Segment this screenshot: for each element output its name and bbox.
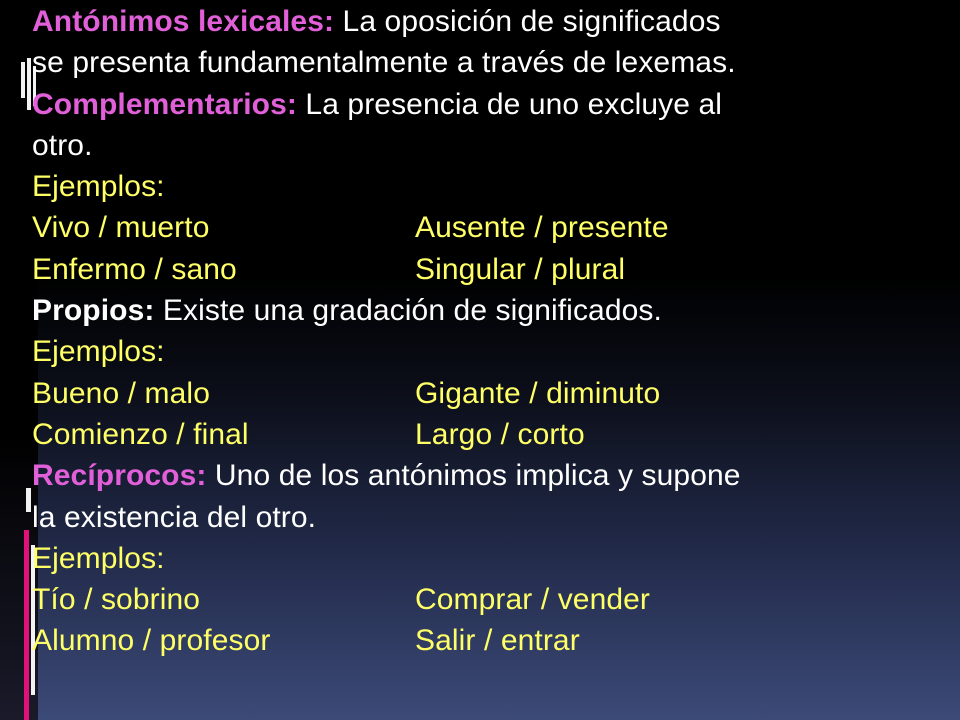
- example-right: Largo / corto: [415, 417, 585, 451]
- example-left: Tío / sobrino: [32, 583, 201, 617]
- example-row: [32, 207, 932, 248]
- example-right: Singular / plural: [415, 252, 626, 286]
- complementary-definition: La presencia de uno excluye al: [296, 87, 723, 121]
- complementary-line-2: [32, 125, 932, 166]
- reciprocal-definition-cont: la existencia del otro.: [32, 500, 317, 534]
- example-row: [32, 373, 932, 414]
- example-right: Gigante / diminuto: [415, 376, 661, 410]
- complementary-examples-label: Ejemplos:: [32, 170, 165, 204]
- reciprocal-examples-label: Ejemplos:: [32, 541, 165, 575]
- term-proper: Propios:: [32, 294, 155, 328]
- lexical-line-1: [32, 1, 932, 42]
- lexical-definition-cont: se presenta fundamentalmente a través de lexemas.: [32, 46, 736, 80]
- proper-line-1: [32, 290, 932, 331]
- example-row: [32, 579, 932, 620]
- example-left: Alumno / profesor: [32, 624, 271, 658]
- decorative-bar: [26, 488, 31, 512]
- decorative-bar-pink: [24, 530, 29, 720]
- proper-examples-label: Ejemplos:: [32, 335, 165, 369]
- decorative-bar: [21, 62, 25, 98]
- example-left: Bueno / malo: [32, 376, 210, 410]
- complementary-definition-cont: otro.: [32, 128, 93, 162]
- example-right: Salir / entrar: [415, 624, 580, 658]
- reciprocal-definition: Uno de los antónimos implica y supone: [206, 459, 741, 493]
- example-right: Ausente / presente: [415, 211, 669, 245]
- proper-definition: Existe una gradación de significados.: [154, 294, 662, 328]
- reciprocal-line-2: [32, 497, 932, 538]
- example-row: [32, 620, 932, 661]
- slide-body: [32, 0, 932, 662]
- reciprocal-line-1: [32, 455, 932, 496]
- example-row: [32, 249, 932, 290]
- example-left: Enfermo / sano: [32, 252, 237, 286]
- complementary-line-1: [32, 84, 932, 125]
- term-lexical: Antónimos lexicales:: [32, 5, 335, 38]
- term-complementary: Complementarios:: [32, 87, 297, 121]
- decorative-bar: [27, 58, 31, 110]
- lexical-definition: La oposición de significados: [334, 5, 721, 38]
- example-left: Comienzo / final: [32, 417, 249, 451]
- example-right: Comprar / vender: [415, 583, 651, 617]
- lexical-line-2: [32, 42, 932, 83]
- term-reciprocal: Recíprocos:: [32, 459, 207, 493]
- example-row: [32, 414, 932, 455]
- example-left: Vivo / muerto: [32, 211, 210, 245]
